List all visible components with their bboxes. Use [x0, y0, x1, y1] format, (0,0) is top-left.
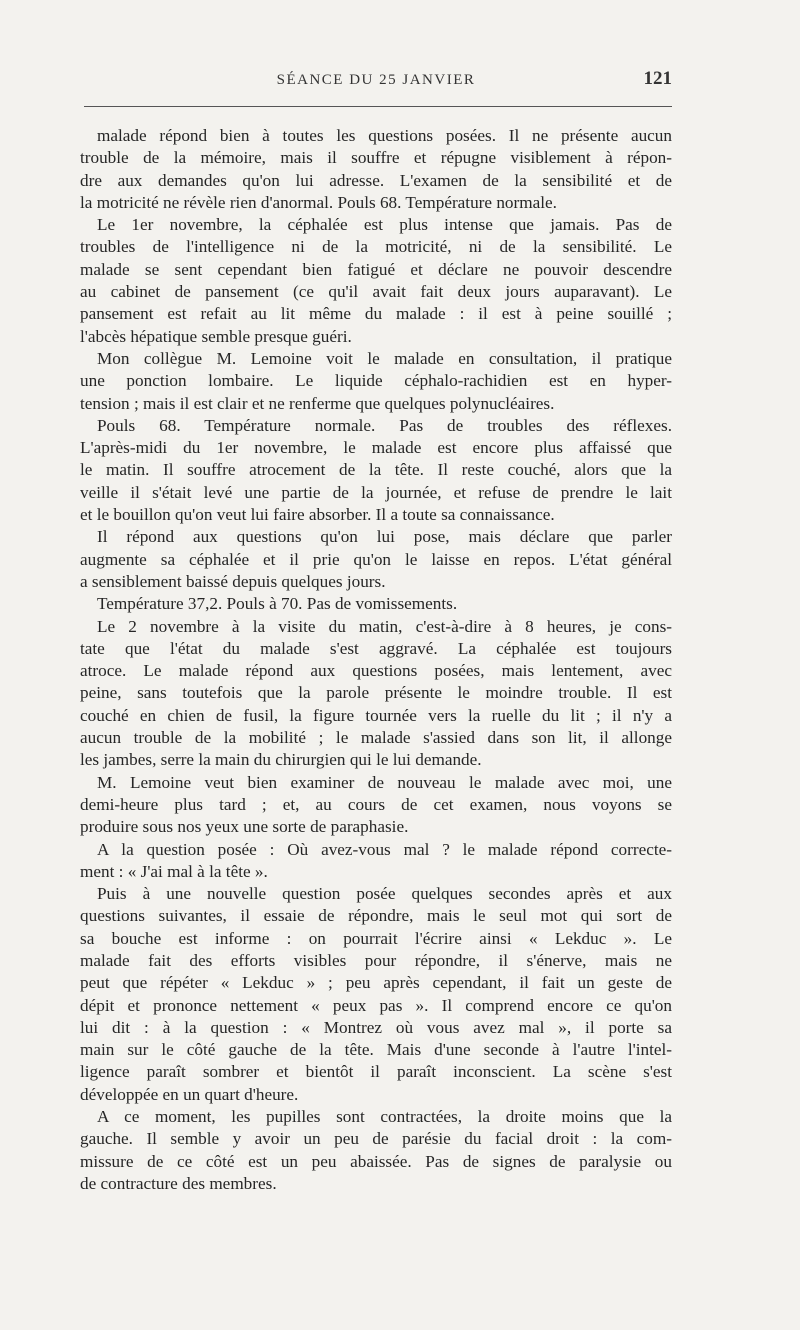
paragraph — [80, 125, 672, 214]
text-line: augmente sa céphalée et il prie qu'on le laisse en repos. L'état général — [80, 549, 672, 569]
text-line: au cabinet de pansement (ce qu'il avait fait deux jours auparavant). Le — [80, 282, 672, 302]
text-line: le matin. Il souffre atrocement de la tête. Il reste couché, alors que la — [80, 460, 672, 480]
text-line: sa bouche est informe : on pourrait l'écrire ainsi « Lekduc ». Le — [80, 928, 672, 948]
text-line: peine, sans toutefois que la parole présente le moindre trouble. Il est — [80, 683, 672, 703]
text-line: Le 1er novembre, la céphalée est plus intense que jamais. Pas de — [97, 215, 672, 235]
paragraph — [80, 883, 672, 1106]
text-line: missure de ce côté est un peu abaissée. Pas de signes de paralysie ou — [80, 1151, 672, 1171]
text-line: malade se sent cependant bien fatigué et déclare ne pouvoir descendre — [80, 259, 672, 279]
text-line: dépit et prononce nettement « peux pas ». Il comprend encore ce qu'on — [80, 995, 672, 1015]
paragraph — [80, 348, 672, 415]
text-line: lui dit : à la question : « Montrez où vous avez mal », il porte sa — [80, 1017, 672, 1037]
text-line: veille il s'était levé une partie de la journée, et refuse de prendre le lait — [80, 482, 672, 502]
paragraph — [80, 616, 672, 772]
text-line: demi-heure plus tard ; et, au cours de cet examen, nous voyons se — [80, 794, 672, 814]
text-line: malade fait des efforts visibles pour répondre, il s'énerve, mais ne — [80, 950, 672, 970]
body-text — [80, 125, 672, 1195]
text-line: de contracture des membres. — [80, 1173, 277, 1193]
text-line: l'abcès hépatique semble presque guéri. — [80, 326, 352, 346]
text-line: main sur le côté gauche de la tête. Mais d'une seconde à l'autre l'intel- — [80, 1040, 672, 1060]
text-line: questions suivantes, il essaie de répondre, mais le seul mot qui sort de — [80, 906, 672, 926]
text-line: M. Lemoine veut bien examiner de nouveau le malade avec moi, une — [97, 772, 672, 792]
text-line: Température 37,2. Pouls à 70. Pas de vomissements. — [97, 594, 458, 614]
text-line: la motricité ne révèle rien d'anormal. Pouls 68. Température normale. — [80, 192, 557, 212]
paragraph — [80, 593, 672, 615]
text-line: Pouls 68. Température normale. Pas de troubles des réflexes. — [97, 415, 672, 435]
text-line: A ce moment, les pupilles sont contractées, la droite moins que la — [97, 1107, 672, 1127]
text-line: gauche. Il semble y avoir un peu de parésie du facial droit : la com- — [80, 1129, 672, 1149]
text-line: Mon collègue M. Lemoine voit le malade en consultation, il pratique — [97, 348, 672, 368]
text-line: ligence paraît sombrer et bientôt il paraît inconscient. La scène s'est — [80, 1062, 672, 1082]
paragraph — [80, 526, 672, 593]
text-line: atroce. Le malade répond aux questions posées, mais lentement, avec — [80, 661, 672, 681]
text-line: tate que l'état du malade s'est aggravé. La céphalée est toujours — [80, 638, 672, 658]
text-line: produire sous nos yeux une sorte de paraphasie. — [80, 817, 409, 837]
text-line: développée en un quart d'heure. — [80, 1084, 299, 1104]
text-line: peut que répéter « Lekduc » ; peu après cependant, il fait un geste de — [80, 973, 672, 993]
page-header — [80, 64, 672, 94]
header-rule — [84, 106, 672, 107]
running-title: SÉANCE DU 25 JANVIER — [276, 72, 476, 88]
text-line: couché en chien de fusil, la figure tournée vers la ruelle du lit ; il n'y a — [80, 705, 672, 725]
text-line: trouble de la mémoire, mais il souffre et répugne visiblement à répon- — [80, 148, 672, 168]
text-line: pansement est refait au lit même du malade : il est à peine souillé ; — [80, 304, 672, 324]
text-line: Puis à une nouvelle question posée quelques secondes après et aux — [97, 884, 672, 904]
text-line: a sensiblement baissé depuis quelques jours. — [80, 571, 386, 591]
paragraph — [80, 839, 672, 884]
text-line: Il répond aux questions qu'on lui pose, mais déclare que parler — [97, 527, 672, 547]
paragraph — [80, 415, 672, 526]
paragraph — [80, 1106, 672, 1195]
text-line: Le 2 novembre à la visite du matin, c'est-à-dire à 8 heures, je cons- — [97, 616, 672, 636]
paragraph — [80, 772, 672, 839]
text-line: L'après-midi du 1er novembre, le malade est encore plus affaissé que — [80, 438, 672, 458]
text-line: aucun trouble de la mobilité ; le malade s'assied dans son lit, il allonge — [80, 728, 672, 748]
text-line: tension ; mais il est clair et ne renferme que quelques polynucléaires. — [80, 393, 555, 413]
text-line: troubles de l'intelligence ni de la motricité, ni de la sensibilité. Le — [80, 237, 672, 257]
paragraph — [80, 214, 672, 348]
text-line: malade répond bien à toutes les questions posées. Il ne présente aucun — [97, 126, 672, 145]
page-number: 121 — [643, 68, 672, 89]
text-line: une ponction lombaire. Le liquide céphalo-rachidien est en hyper- — [80, 371, 672, 391]
text-line: dre aux demandes qu'on lui adresse. L'examen de la sensibilité et de — [80, 170, 672, 190]
text-line: ment : « J'ai mal à la tête ». — [80, 861, 268, 881]
text-line: et le bouillon qu'on veut lui faire absorber. Il a toute sa connaissance. — [80, 505, 555, 525]
text-line: les jambes, serre la main du chirurgien qui le lui demande. — [80, 750, 482, 770]
text-line: A la question posée : Où avez-vous mal ? le malade répond correcte- — [97, 839, 672, 859]
